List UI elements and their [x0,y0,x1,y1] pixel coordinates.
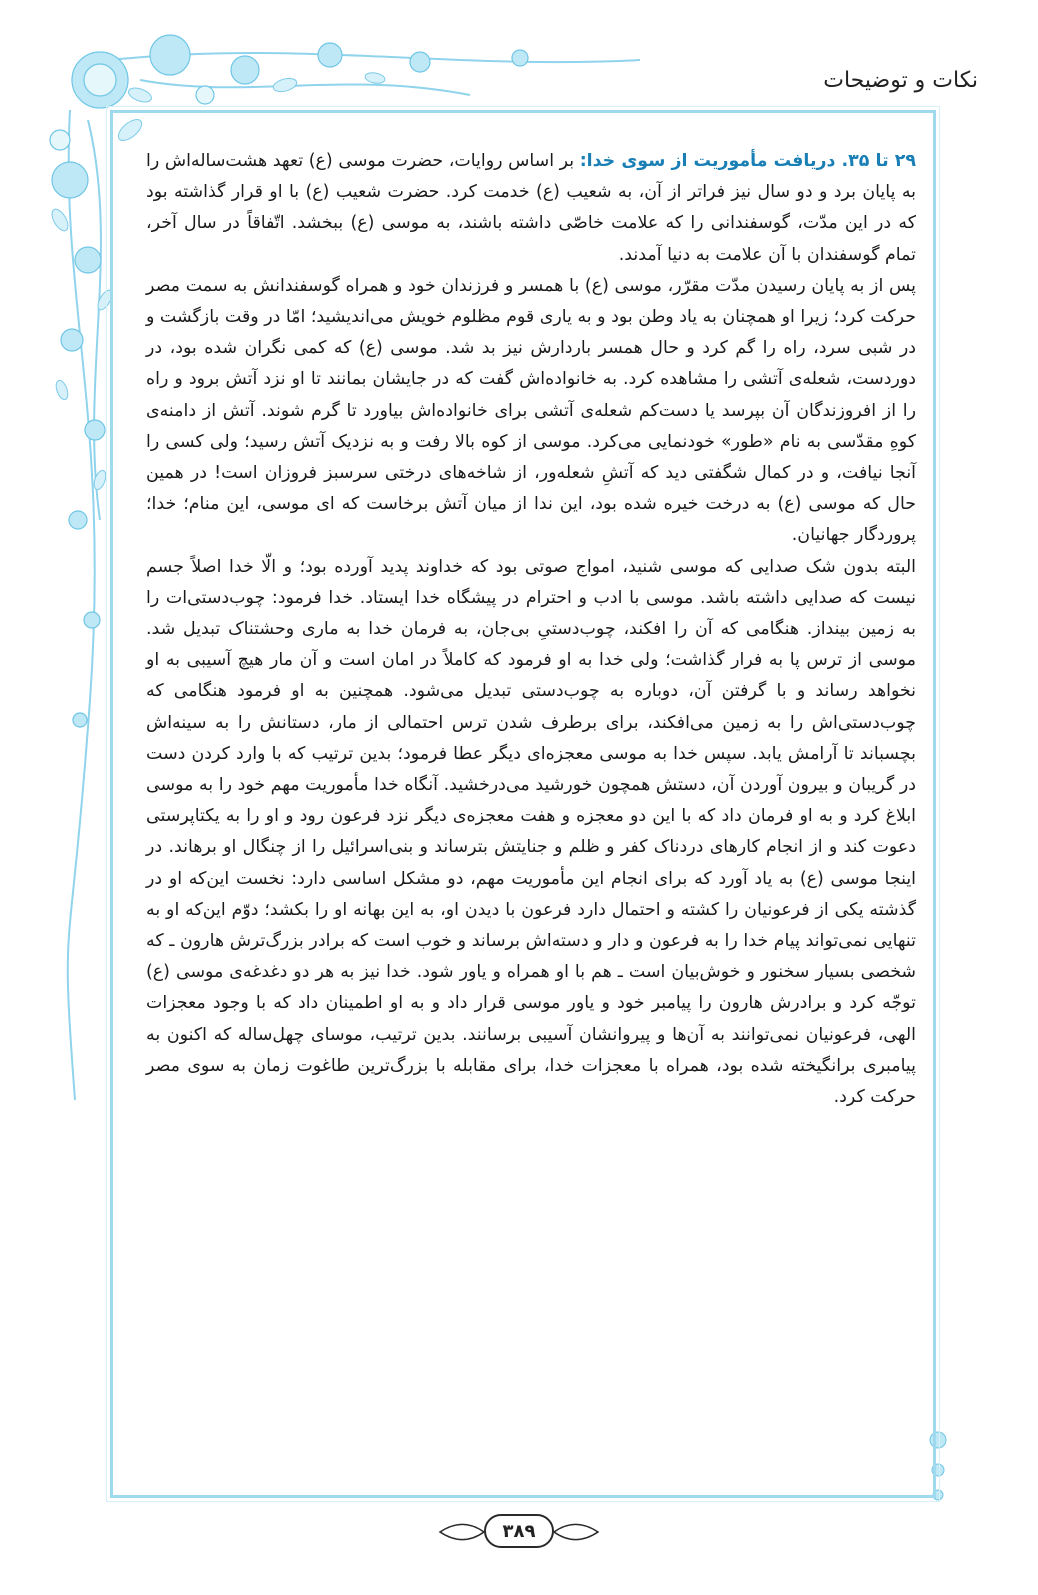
paragraph-2: پس از به پایان رسیدن مدّت مقرّر، موسی (ع) با همسر و فرزندان خود و همراه گوسفندانش به سمت مصر حرکت کرد؛ زیرا او همچنان به یاد وطن بود و به یاری قوم مظلوم خویش می‌اندیشید؛ امّا در وقت بازگشت و در شبی سرد، راه را گم کرد و حال همسر باردارش نیز بد شد. موسی (ع) که کمی نگران شده بود، در دوردست، شعله‌ی آتشی را مشاهده کرد. به خانواده‌اش گفت که در جایشان بمانند تا او نزد آتش برود و راه را از افروزندگان آن بپرسد یا دست‌کم شعله‌ی آتشی برای خانواده‌اش بیاورد تا گرم شوند. آتش از دامنه‌ی کوهِ مقدّسی به نام «طور» خودنمایی می‌کرد. موسی از کوه بالا رفت و به نزدیک آتش رسید؛ ولی کسی را آنجا نیافت، و در کمال شگفتی دید که آتشِ شعله‌ور، از شاخه‌های درختی سرسبز فروزان است! در همین حال که موسی (ع) به درخت خیره شده بود، این ندا از میان آتش برخاست که ای موسی، این منام؛ خدا؛ پروردگار جهانیان. [146,275,916,546]
section-title: نکات و توضیحات [823,68,978,93]
body-text [146,146,916,1113]
paragraph-3: البته بدون شک صدایی که موسی شنید، امواج صوتی بود که خداوند پدید آورده بود؛ و الّا خدا اصلاً جسم نیست که صدایی داشته باشد. موسی با ادب و احترام در پیشگاه خدا ایستاد. خدا فرمود: چوب‌دستی‌ات را به زمین بینداز. هنگامی که آن را افکند، چوب‌دستیِ بی‌جان، به فرمان خدا به ماری وحشتناک تبدیل شد. موسی از ترس پا به فرار گذاشت؛ ولی خدا به او فرمود که کاملاً در امان است و آن مار هیچ آسیبی به او نخواهد رساند و با گرفتن آن، دوباره به چوب‌دستی تبدیل می‌شود. همچنین به او فرمود هنگامی که چوب‌دستی‌اش را به زمین می‌افکند، برای برطرف شدن ترس احتمالی از مار، دستانش را به سینه‌اش بچسباند تا آرامش یابد. سپس خدا به موسی معجزه‌ای دیگر عطا فرمود؛ بدین ترتیب که با وارد کردن دست در گریبان و بیرون آوردن آن، دستش همچون خورشید می‌درخشید. آنگاه خدا مأموریت مهم خود را به موسی ابلاغ کرد و به او فرمان داد که با این دو معجزه و هفت معجزه‌ی دیگر نزد فرعون رود و او را به یکتاپرستی دعوت کند و از انجام کارهای دردناک کفر و ظلم و جنایتش بترساند و بنی‌اسرائیل را از چنگال او برهاند. در اینجا موسی (ع) به یاد آورد که برای انجام این مأموریت مهم، دو مشکل اساسی دارد: نخست این‌که او در گذشته یکی از فرعونیان را کشته و احتمال دارد فرعون با دیدن او، به این بهانه او را بکشد؛ دوّم این‌که او به تنهایی نمی‌تواند پیام خدا را به فرعون و دار و دسته‌اش برساند و خوب است که برادر بزرگ‌ترش هارون ـ که شخصی بسیار سخنور و خوش‌بیان است ـ هم با او همراه و یاور شود. خدا نیز به هر دو دغدغه‌ی موسی (ع) توجّه کرد و برادرش هارون را پیامبر خود و یاور موسی قرار داد و به او اطمینان داد که با وجود معجزات الهی، فرعونیان نمی‌توانند به آن‌ها و پیروانشان آسیبی برسانند. بدین ترتیب، موسای چهل‌ساله که اکنون به پیامبری برانگیخته شده بود، همراه با معجزات خدا، برای مقابله با بزرگ‌ترین طاغوت زمان به سوی مصر حرکت کرد. [146,556,916,1108]
paragraph-1-text: بر اساس روایات، حضرت موسی (ع) تعهد هشت‌ساله‌اش را به پایان برد و دو سال نیز فراتر از آن، به شعیب (ع) خدمت کرد. حضرت شعیب (ع) با او قرار گذاشته بود که در این مدّت، گوسفندانی را که علامت خاصّی داشته باشند، به موسی (ع) ببخشد. اتّفاقاً در سال آخر، تمام گوسفندان با آن علامت به دنیا آمدند. [146,151,916,265]
section-heading: ۲۹ تا ۳۵. دریافت مأموریت از سوی خدا: [579,151,916,171]
paragraph-1 [146,146,916,271]
page-number: ۳۸۹ [484,1514,554,1548]
